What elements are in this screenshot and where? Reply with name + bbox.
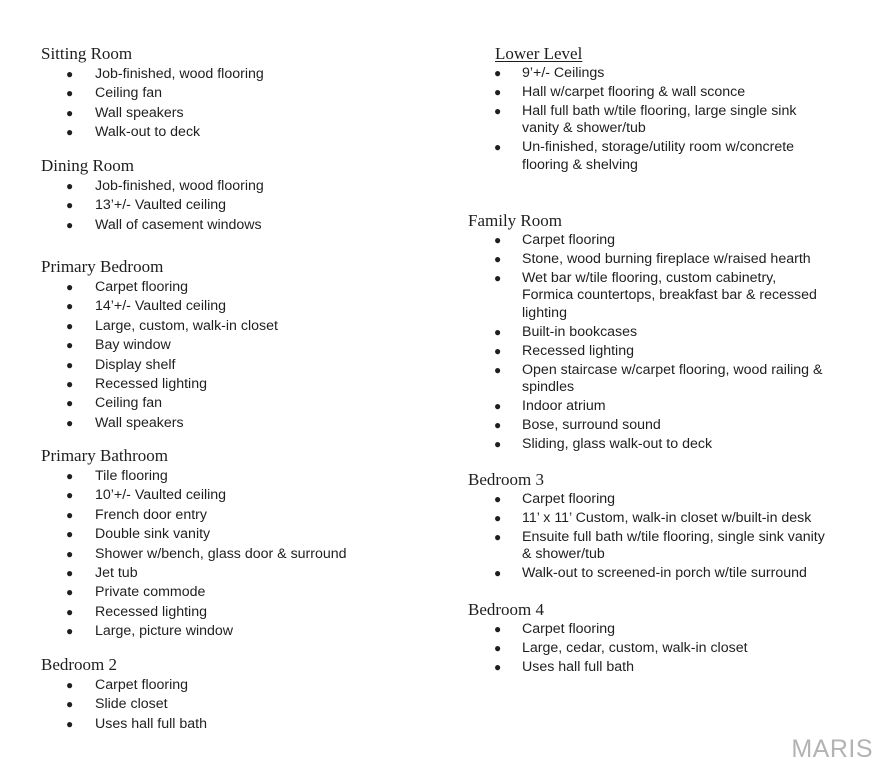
bullet-icon: ●: [66, 415, 74, 430]
list-item: [41, 216, 264, 235]
bullet-icon: ●: [66, 716, 74, 731]
maris-watermark: MARIS: [791, 735, 873, 763]
list-item: [41, 394, 278, 413]
bullet-icon: ●: [494, 84, 502, 99]
list-item: [468, 436, 822, 454]
list-item-text: lighting: [522, 304, 567, 321]
list-item: [41, 317, 278, 336]
list-item-text: Uses hall full bath: [522, 658, 634, 675]
list-item-text: Large, cedar, custom, walk-in closet: [522, 639, 748, 656]
feature-list: [41, 177, 264, 235]
list-item: [41, 375, 278, 394]
list-item: [468, 565, 825, 583]
feature-list: [468, 232, 822, 454]
section-family-room: [468, 211, 822, 455]
section-bedroom-2: [41, 655, 207, 734]
list-item: [468, 659, 748, 677]
list-item: [41, 506, 347, 525]
section-heading: Lower Level: [495, 44, 583, 63]
bullet-icon: ●: [494, 233, 502, 247]
list-item-text: Formica countertops, breakfast bar & recessed: [522, 287, 817, 304]
list-item-text: Wall of casement windows: [95, 216, 262, 233]
list-item: [468, 270, 822, 323]
list-item-text: Jet tub: [95, 565, 138, 582]
section-lower-level: [495, 44, 796, 176]
bullet-icon: ●: [494, 270, 502, 285]
list-item: [468, 139, 796, 174]
list-item-text: Walk-out to deck: [95, 124, 201, 141]
list-item-text: Hall full bath w/tile flooring, large single sink: [522, 102, 797, 119]
bullet-icon: ●: [494, 324, 502, 339]
section-primary-bathroom: [41, 446, 347, 642]
list-item: [468, 621, 748, 639]
list-item-text: 14’+/- Vaulted ceiling: [95, 298, 227, 315]
bullet-icon: ●: [66, 546, 74, 561]
list-item: [468, 251, 822, 269]
list-item-text: Carpet flooring: [522, 232, 616, 248]
list-item-text: Large, picture window: [95, 623, 234, 640]
bullet-icon: ●: [494, 492, 502, 506]
bullet-icon: ●: [494, 510, 502, 525]
section-sitting-room: [41, 44, 264, 143]
bullet-icon: ●: [494, 566, 502, 581]
list-item: [41, 336, 278, 355]
bullet-icon: ●: [66, 198, 74, 213]
list-item: [41, 65, 264, 84]
bullet-icon: ●: [494, 640, 502, 655]
bullet-icon: ●: [66, 67, 74, 81]
section-primary-bedroom: [41, 257, 278, 433]
list-item: [468, 362, 822, 397]
list-item: [468, 417, 822, 435]
list-item-text: Slide closet: [95, 696, 168, 713]
list-item: [41, 356, 278, 375]
list-item-text: French door entry: [95, 506, 207, 523]
bullet-icon: ●: [494, 436, 502, 451]
bullet-icon: ●: [494, 418, 502, 433]
bullet-icon: ●: [66, 357, 74, 372]
list-item: [41, 545, 347, 564]
list-item-text: Job-finished, wood flooring: [95, 178, 264, 194]
list-item-text: Hall w/carpet flooring & wall sconce: [522, 83, 746, 100]
bullet-icon: ●: [66, 507, 74, 522]
bullet-icon: ●: [494, 343, 502, 358]
list-item-text: 10’+/- Vaulted ceiling: [95, 487, 227, 504]
list-item: [41, 177, 264, 196]
list-item: [468, 324, 822, 342]
bullet-icon: ●: [66, 217, 74, 232]
bullet-icon: ●: [494, 140, 502, 155]
section-heading: Sitting Room: [41, 44, 133, 63]
list-item: [468, 65, 796, 83]
list-item-text: Tile flooring: [95, 468, 168, 484]
list-item: [468, 529, 825, 564]
feature-list: [468, 621, 748, 676]
bullet-icon: ●: [494, 103, 502, 118]
list-item-text: Job-finished, wood flooring: [95, 66, 264, 82]
list-item: [41, 104, 264, 123]
list-item-text: Wet bar w/tile flooring, custom cabinetry,: [522, 269, 777, 286]
bullet-icon: ●: [66, 527, 74, 542]
list-item-text: Walk-out to screened-in porch w/tile surround: [522, 565, 807, 582]
list-item: [468, 84, 796, 102]
feature-list: [41, 467, 347, 642]
list-item: [41, 196, 264, 215]
section-bedroom-4: [468, 600, 748, 678]
list-item-text: Large, custom, walk-in closet: [95, 317, 278, 334]
bullet-icon: ●: [66, 377, 74, 392]
list-item-text: Bose, surround sound: [522, 417, 661, 434]
bullet-icon: ●: [66, 566, 74, 581]
bullet-icon: ●: [66, 697, 74, 712]
bullet-icon: ●: [66, 280, 74, 294]
list-item: [468, 343, 822, 361]
list-item-text: Carpet flooring: [522, 621, 616, 637]
list-item: [468, 491, 825, 509]
list-item: [468, 398, 822, 416]
section-heading: Bedroom 4: [468, 600, 545, 619]
list-item-text: Double sink vanity: [95, 526, 211, 543]
list-item-text: Private commode: [95, 584, 206, 601]
section-bedroom-3: [468, 470, 825, 584]
feature-list: [468, 491, 825, 583]
list-item: [41, 583, 347, 602]
bullet-icon: ●: [494, 622, 502, 636]
feature-list: [41, 278, 278, 433]
list-item-text: Bay window: [95, 337, 171, 354]
list-item-text: & shower/tub: [522, 546, 605, 563]
list-item-text: Recessed lighting: [95, 603, 207, 620]
list-item-text: Shower w/bench, glass door & surround: [95, 545, 347, 562]
list-item-text: 13’+/- Vaulted ceiling: [95, 197, 227, 214]
bullet-icon: ●: [494, 251, 502, 266]
feature-list: [41, 676, 207, 734]
list-item: [468, 232, 822, 250]
list-item-text: Carpet flooring: [95, 677, 189, 693]
bullet-icon: ●: [66, 125, 74, 140]
list-item-text: Wall speakers: [95, 104, 184, 121]
list-item-text: Ceiling fan: [95, 395, 163, 412]
bullet-icon: ●: [66, 585, 74, 600]
list-item: [41, 467, 347, 486]
list-item: [41, 603, 347, 622]
bullet-icon: ●: [66, 86, 74, 101]
list-item-text: Carpet flooring: [95, 279, 189, 295]
bullet-icon: ●: [494, 529, 502, 544]
bullet-icon: ●: [66, 338, 74, 353]
section-dining-room: [41, 156, 264, 235]
list-item-text: Carpet flooring: [522, 491, 616, 507]
bullet-icon: ●: [66, 678, 74, 692]
list-item-text: Sliding, glass walk-out to deck: [522, 435, 713, 452]
bullet-icon: ●: [66, 179, 74, 193]
section-heading: Dining Room: [41, 156, 135, 175]
list-item-text: Recessed lighting: [95, 376, 207, 393]
list-item-text: Ensuite full bath w/tile flooring, single sink vanity: [522, 528, 825, 545]
bullet-icon: ●: [66, 469, 74, 483]
bullet-icon: ●: [66, 488, 74, 503]
list-item: [41, 297, 278, 316]
list-item-text: Recessed lighting: [522, 342, 634, 359]
list-item: [41, 564, 347, 583]
bullet-icon: ●: [494, 66, 502, 80]
bullet-icon: ●: [66, 604, 74, 619]
list-item-text: 9’+/- Ceilings: [522, 65, 605, 81]
list-item: [468, 510, 825, 528]
bullet-icon: ●: [66, 105, 74, 120]
feature-list: [41, 65, 264, 143]
list-item: [41, 414, 278, 433]
list-item-text: Un-finished, storage/utility room w/concrete: [522, 139, 795, 156]
list-item: [41, 715, 207, 734]
bullet-icon: ●: [494, 362, 502, 377]
list-item: [468, 103, 796, 138]
section-heading: Family Room: [468, 211, 562, 230]
section-heading: Bedroom 2: [41, 655, 118, 674]
bullet-icon: ●: [66, 318, 74, 333]
list-item: [41, 123, 264, 142]
list-item-text: flooring & shelving: [522, 156, 638, 173]
list-item-text: Open staircase w/carpet flooring, wood railing &: [522, 361, 823, 378]
list-item-text: Stone, wood burning fireplace w/raised hearth: [522, 250, 811, 267]
bullet-icon: ●: [66, 624, 74, 639]
list-item: [41, 525, 347, 544]
list-item: [41, 695, 207, 714]
list-item-text: spindles: [522, 379, 575, 396]
list-item-text: Ceiling fan: [95, 85, 163, 102]
list-item: [41, 676, 207, 695]
list-item-text: vanity & shower/tub: [522, 120, 646, 137]
bullet-icon: ●: [494, 659, 502, 674]
section-heading: Primary Bathroom: [41, 446, 169, 465]
bullet-icon: ●: [66, 396, 74, 411]
list-item: [41, 622, 347, 641]
list-item: [468, 640, 748, 658]
list-item-text: Indoor atrium: [522, 398, 606, 415]
list-item-text: Built-in bookcases: [522, 323, 638, 340]
bullet-icon: ●: [66, 299, 74, 314]
list-item: [41, 278, 278, 297]
bullet-icon: ●: [494, 399, 502, 414]
section-heading: Bedroom 3: [468, 470, 545, 489]
list-item-text: Uses hall full bath: [95, 715, 207, 732]
list-item-text: Display shelf: [95, 356, 176, 373]
section-heading: Primary Bedroom: [41, 257, 164, 276]
list-item-text: 11’ x 11’ Custom, walk-in closet w/built-in desk: [522, 509, 812, 526]
list-item: [41, 84, 264, 103]
list-item-text: Wall speakers: [95, 414, 184, 431]
list-item: [41, 486, 347, 505]
feature-list: [468, 65, 796, 174]
